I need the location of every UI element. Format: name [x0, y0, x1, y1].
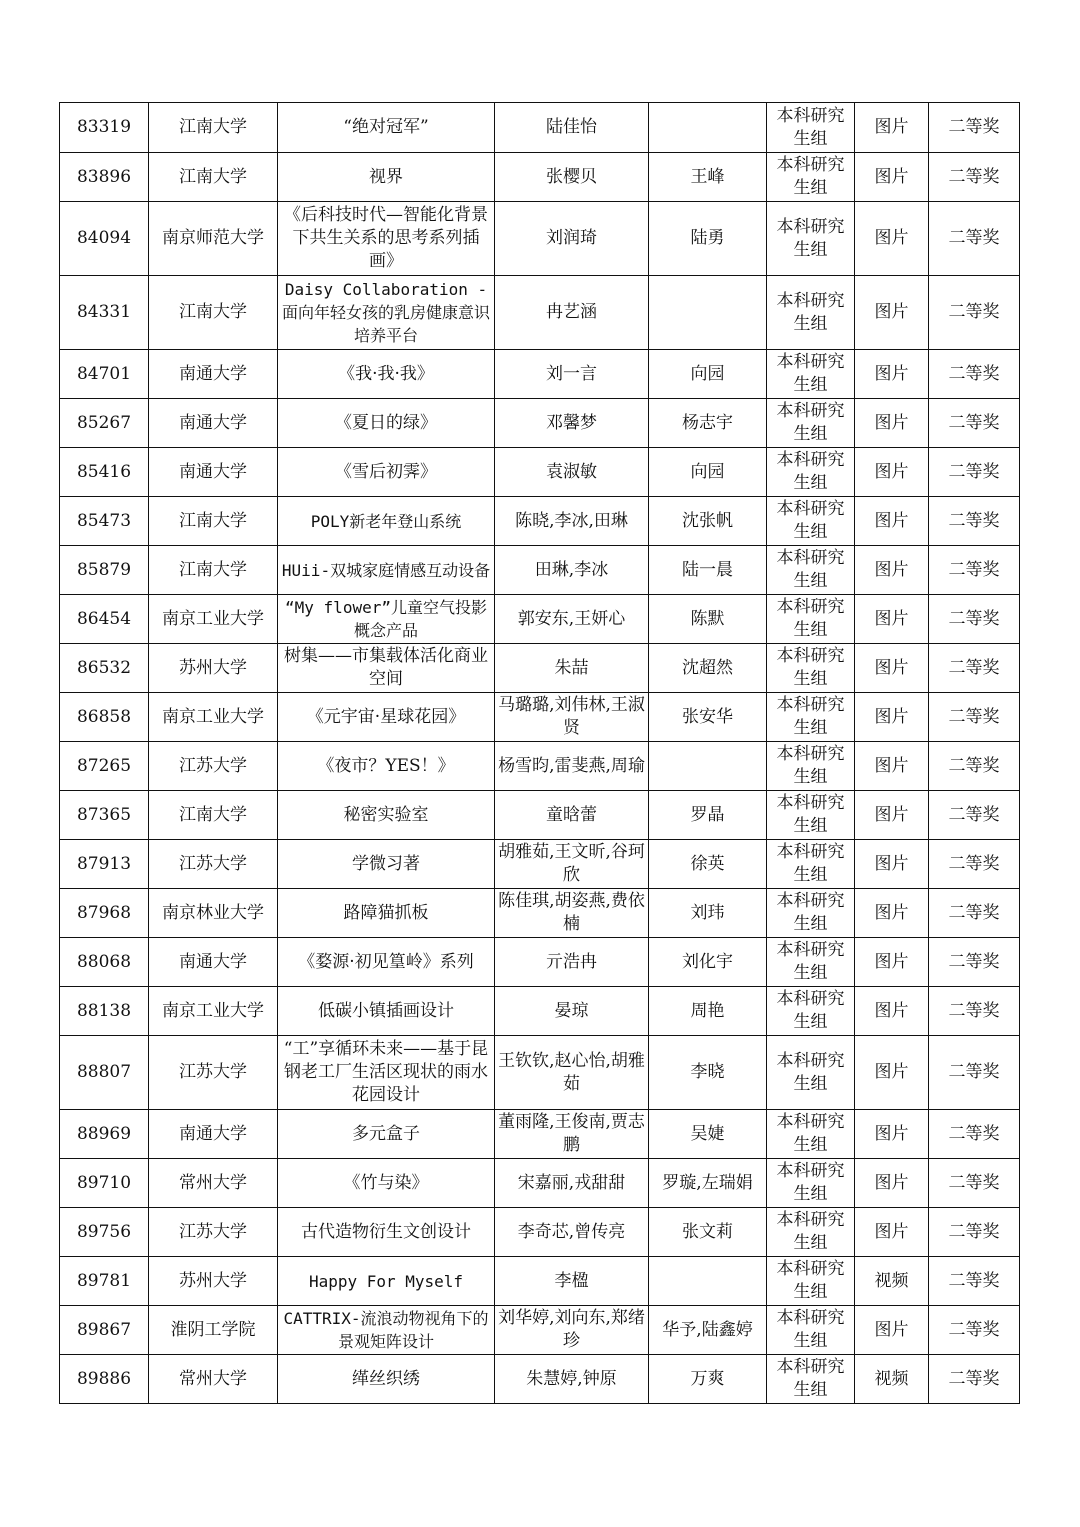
award-table: [59, 102, 1020, 1404]
authors-cell: 田琳,李冰: [495, 546, 649, 595]
entry-id-cell: 87968: [60, 889, 149, 938]
authors-cell: 陈晓,李冰,田琳: [495, 497, 649, 546]
authors-cell: 冉艺涵: [495, 276, 649, 350]
school-cell: 江南大学: [149, 103, 278, 153]
award-cell: 二等奖: [929, 644, 1020, 693]
work-title-cell: “绝对冠军”: [278, 103, 495, 153]
authors-cell: 刘华婷,刘向东,郑绪珍: [495, 1306, 649, 1355]
work-title-cell: 秘密实验室: [278, 791, 495, 840]
table-row: [60, 1257, 1020, 1306]
work-type-cell: 图片: [855, 644, 929, 693]
school-cell: 南通大学: [149, 350, 278, 399]
group-cell: 本科研究生组: [767, 1306, 855, 1355]
work-title-cell: 树集——市集载体活化商业空间: [278, 644, 495, 693]
advisor-cell: 沈张帆: [649, 497, 767, 546]
advisor-cell: [649, 103, 767, 153]
group-cell: 本科研究生组: [767, 791, 855, 840]
table-row: [60, 1110, 1020, 1159]
award-cell: 二等奖: [929, 202, 1020, 276]
advisor-cell: 张文莉: [649, 1208, 767, 1257]
advisor-cell: [649, 276, 767, 350]
work-type-cell: 图片: [855, 595, 929, 644]
award-cell: 二等奖: [929, 938, 1020, 987]
table-row: [60, 1355, 1020, 1404]
school-cell: 南通大学: [149, 1110, 278, 1159]
work-type-cell: 图片: [855, 840, 929, 889]
award-cell: 二等奖: [929, 103, 1020, 153]
table-row: [60, 1159, 1020, 1208]
advisor-cell: 罗晶: [649, 791, 767, 840]
work-type-cell: 图片: [855, 350, 929, 399]
group-cell: 本科研究生组: [767, 742, 855, 791]
work-title-cell: “My flower”儿童空气投影概念产品: [278, 595, 495, 644]
advisor-cell: 杨志宇: [649, 399, 767, 448]
award-cell: 二等奖: [929, 350, 1020, 399]
award-cell: 二等奖: [929, 693, 1020, 742]
award-cell: 二等奖: [929, 546, 1020, 595]
group-cell: 本科研究生组: [767, 1355, 855, 1404]
advisor-cell: 陈默: [649, 595, 767, 644]
entry-id-cell: 84701: [60, 350, 149, 399]
advisor-cell: 刘化宇: [649, 938, 767, 987]
school-cell: 南京工业大学: [149, 693, 278, 742]
school-cell: 南通大学: [149, 448, 278, 497]
work-type-cell: 图片: [855, 742, 929, 791]
authors-cell: 董雨隆,王俊南,贾志鹏: [495, 1110, 649, 1159]
table-row: [60, 644, 1020, 693]
work-title-cell: 缂丝织绣: [278, 1355, 495, 1404]
school-cell: 南京工业大学: [149, 987, 278, 1036]
award-cell: 二等奖: [929, 840, 1020, 889]
table-row: [60, 153, 1020, 202]
table-row: [60, 448, 1020, 497]
school-cell: 南京师范大学: [149, 202, 278, 276]
group-cell: 本科研究生组: [767, 987, 855, 1036]
work-type-cell: 视频: [855, 1257, 929, 1306]
group-cell: 本科研究生组: [767, 1110, 855, 1159]
entry-id-cell: 88807: [60, 1036, 149, 1110]
award-cell: 二等奖: [929, 1208, 1020, 1257]
advisor-cell: 周艳: [649, 987, 767, 1036]
entry-id-cell: 89886: [60, 1355, 149, 1404]
table-row: [60, 276, 1020, 350]
award-cell: 二等奖: [929, 1036, 1020, 1110]
authors-cell: 刘一言: [495, 350, 649, 399]
advisor-cell: 陆一晨: [649, 546, 767, 595]
group-cell: 本科研究生组: [767, 399, 855, 448]
advisor-cell: 罗璇,左瑞娟: [649, 1159, 767, 1208]
group-cell: 本科研究生组: [767, 889, 855, 938]
entry-id-cell: 89710: [60, 1159, 149, 1208]
work-title-cell: HUii-双城家庭情感互动设备: [278, 546, 495, 595]
school-cell: 江苏大学: [149, 1208, 278, 1257]
work-type-cell: 图片: [855, 153, 929, 202]
group-cell: 本科研究生组: [767, 840, 855, 889]
entry-id-cell: 84331: [60, 276, 149, 350]
group-cell: 本科研究生组: [767, 103, 855, 153]
entry-id-cell: 83319: [60, 103, 149, 153]
work-title-cell: “工”享循环未来——基于昆钢老工厂生活区现状的雨水花园设计: [278, 1036, 495, 1110]
authors-cell: 晏琼: [495, 987, 649, 1036]
table-row: [60, 1306, 1020, 1355]
work-title-cell: 《雪后初霁》: [278, 448, 495, 497]
group-cell: 本科研究生组: [767, 1208, 855, 1257]
work-type-cell: 图片: [855, 1208, 929, 1257]
entry-id-cell: 86532: [60, 644, 149, 693]
school-cell: 江苏大学: [149, 1036, 278, 1110]
work-title-cell: POLY新老年登山系统: [278, 497, 495, 546]
entry-id-cell: 86858: [60, 693, 149, 742]
authors-cell: 袁淑敏: [495, 448, 649, 497]
group-cell: 本科研究生组: [767, 1036, 855, 1110]
authors-cell: 陆佳怡: [495, 103, 649, 153]
group-cell: 本科研究生组: [767, 497, 855, 546]
table-row: [60, 103, 1020, 153]
table-row: [60, 889, 1020, 938]
authors-cell: 刘润琦: [495, 202, 649, 276]
advisor-cell: 向园: [649, 350, 767, 399]
school-cell: 南通大学: [149, 938, 278, 987]
authors-cell: 童晗蕾: [495, 791, 649, 840]
authors-cell: 朱慧婷,钟原: [495, 1355, 649, 1404]
table-row: [60, 791, 1020, 840]
advisor-cell: 徐英: [649, 840, 767, 889]
school-cell: 江南大学: [149, 791, 278, 840]
work-title-cell: 路障猫抓板: [278, 889, 495, 938]
award-cell: 二等奖: [929, 889, 1020, 938]
school-cell: 江南大学: [149, 153, 278, 202]
school-cell: 常州大学: [149, 1159, 278, 1208]
table-row: [60, 987, 1020, 1036]
advisor-cell: 沈超然: [649, 644, 767, 693]
award-cell: 二等奖: [929, 448, 1020, 497]
work-type-cell: 图片: [855, 276, 929, 350]
work-title-cell: 《夜市？YES！》: [278, 742, 495, 791]
work-type-cell: 图片: [855, 448, 929, 497]
school-cell: 常州大学: [149, 1355, 278, 1404]
table-row: [60, 350, 1020, 399]
work-type-cell: 图片: [855, 889, 929, 938]
award-cell: 二等奖: [929, 1159, 1020, 1208]
entry-id-cell: 85879: [60, 546, 149, 595]
award-cell: 二等奖: [929, 1110, 1020, 1159]
authors-cell: 王钦钦,赵心怡,胡雅茹: [495, 1036, 649, 1110]
award-cell: 二等奖: [929, 1355, 1020, 1404]
work-title-cell: 学微习著: [278, 840, 495, 889]
advisor-cell: 万爽: [649, 1355, 767, 1404]
award-cell: 二等奖: [929, 791, 1020, 840]
authors-cell: 宋嘉丽,戎甜甜: [495, 1159, 649, 1208]
award-cell: 二等奖: [929, 497, 1020, 546]
group-cell: 本科研究生组: [767, 595, 855, 644]
group-cell: 本科研究生组: [767, 644, 855, 693]
work-type-cell: 图片: [855, 987, 929, 1036]
group-cell: 本科研究生组: [767, 350, 855, 399]
award-cell: 二等奖: [929, 399, 1020, 448]
entry-id-cell: 87913: [60, 840, 149, 889]
table-row: [60, 742, 1020, 791]
entry-id-cell: 88068: [60, 938, 149, 987]
advisor-cell: 华予,陆鑫婷: [649, 1306, 767, 1355]
school-cell: 江苏大学: [149, 840, 278, 889]
advisor-cell: 张安华: [649, 693, 767, 742]
entry-id-cell: 86454: [60, 595, 149, 644]
work-title-cell: Happy For Myself: [278, 1257, 495, 1306]
work-type-cell: 图片: [855, 1036, 929, 1110]
work-type-cell: 视频: [855, 1355, 929, 1404]
group-cell: 本科研究生组: [767, 938, 855, 987]
work-title-cell: CATTRIX-流浪动物视角下的景观矩阵设计: [278, 1306, 495, 1355]
advisor-cell: 吴婕: [649, 1110, 767, 1159]
entry-id-cell: 85416: [60, 448, 149, 497]
entry-id-cell: 85267: [60, 399, 149, 448]
table-row: [60, 497, 1020, 546]
group-cell: 本科研究生组: [767, 693, 855, 742]
advisor-cell: 李晓: [649, 1036, 767, 1110]
work-type-cell: 图片: [855, 1110, 929, 1159]
authors-cell: 李楹: [495, 1257, 649, 1306]
table-row: [60, 693, 1020, 742]
work-title-cell: 《夏日的绿》: [278, 399, 495, 448]
table-row: [60, 1036, 1020, 1110]
advisor-cell: [649, 1257, 767, 1306]
advisor-cell: [649, 742, 767, 791]
work-title-cell: 《元宇宙·星球花园》: [278, 693, 495, 742]
work-title-cell: 《后科技时代—智能化背景下共生关系的思考系列插画》: [278, 202, 495, 276]
group-cell: 本科研究生组: [767, 448, 855, 497]
work-type-cell: 图片: [855, 791, 929, 840]
entry-id-cell: 88138: [60, 987, 149, 1036]
work-type-cell: 图片: [855, 103, 929, 153]
table-row: [60, 399, 1020, 448]
work-type-cell: 图片: [855, 938, 929, 987]
authors-cell: 杨雪昀,雷斐燕,周瑜: [495, 742, 649, 791]
work-type-cell: 图片: [855, 693, 929, 742]
group-cell: 本科研究生组: [767, 276, 855, 350]
school-cell: 南京林业大学: [149, 889, 278, 938]
group-cell: 本科研究生组: [767, 546, 855, 595]
authors-cell: 陈佳琪,胡姿燕,费依楠: [495, 889, 649, 938]
school-cell: 南京工业大学: [149, 595, 278, 644]
school-cell: 淮阴工学院: [149, 1306, 278, 1355]
work-title-cell: 多元盒子: [278, 1110, 495, 1159]
work-title-cell: 古代造物衍生文创设计: [278, 1208, 495, 1257]
school-cell: 江苏大学: [149, 742, 278, 791]
entry-id-cell: 88969: [60, 1110, 149, 1159]
authors-cell: 张樱贝: [495, 153, 649, 202]
group-cell: 本科研究生组: [767, 153, 855, 202]
award-cell: 二等奖: [929, 153, 1020, 202]
school-cell: 江南大学: [149, 276, 278, 350]
entry-id-cell: 89867: [60, 1306, 149, 1355]
work-title-cell: 低碳小镇插画设计: [278, 987, 495, 1036]
authors-cell: 朱喆: [495, 644, 649, 693]
work-title-cell: 《我·我·我》: [278, 350, 495, 399]
work-type-cell: 图片: [855, 1306, 929, 1355]
table-row: [60, 840, 1020, 889]
entry-id-cell: 87265: [60, 742, 149, 791]
award-cell: 二等奖: [929, 1257, 1020, 1306]
entry-id-cell: 89781: [60, 1257, 149, 1306]
entry-id-cell: 84094: [60, 202, 149, 276]
table-row: [60, 202, 1020, 276]
work-title-cell: Daisy Collaboration -面向年轻女孩的乳房健康意识培养平台: [278, 276, 495, 350]
school-cell: 苏州大学: [149, 644, 278, 693]
school-cell: 苏州大学: [149, 1257, 278, 1306]
school-cell: 江南大学: [149, 497, 278, 546]
work-type-cell: 图片: [855, 399, 929, 448]
entry-id-cell: 85473: [60, 497, 149, 546]
entry-id-cell: 89756: [60, 1208, 149, 1257]
work-title-cell: 《婺源·初见篁岭》系列: [278, 938, 495, 987]
table-row: [60, 1208, 1020, 1257]
group-cell: 本科研究生组: [767, 1257, 855, 1306]
table-row: [60, 938, 1020, 987]
advisor-cell: 向园: [649, 448, 767, 497]
school-cell: 南通大学: [149, 399, 278, 448]
authors-cell: 李奇芯,曾传亮: [495, 1208, 649, 1257]
work-title-cell: 《竹与染》: [278, 1159, 495, 1208]
advisor-cell: 陆勇: [649, 202, 767, 276]
advisor-cell: 王峰: [649, 153, 767, 202]
entry-id-cell: 87365: [60, 791, 149, 840]
award-cell: 二等奖: [929, 595, 1020, 644]
work-type-cell: 图片: [855, 202, 929, 276]
award-cell: 二等奖: [929, 742, 1020, 791]
authors-cell: 郭安东,王妍心: [495, 595, 649, 644]
authors-cell: 亓浩冉: [495, 938, 649, 987]
table-row: [60, 546, 1020, 595]
work-type-cell: 图片: [855, 497, 929, 546]
work-title-cell: 视界: [278, 153, 495, 202]
authors-cell: 邓馨梦: [495, 399, 649, 448]
group-cell: 本科研究生组: [767, 202, 855, 276]
advisor-cell: 刘玮: [649, 889, 767, 938]
entry-id-cell: 83896: [60, 153, 149, 202]
award-cell: 二等奖: [929, 987, 1020, 1036]
school-cell: 江南大学: [149, 546, 278, 595]
table-body: [60, 103, 1020, 1404]
award-cell: 二等奖: [929, 276, 1020, 350]
work-type-cell: 图片: [855, 546, 929, 595]
award-cell: 二等奖: [929, 1306, 1020, 1355]
work-type-cell: 图片: [855, 1159, 929, 1208]
group-cell: 本科研究生组: [767, 1159, 855, 1208]
authors-cell: 马璐璐,刘伟林,王淑贤: [495, 693, 649, 742]
authors-cell: 胡雅茹,王文昕,谷珂欣: [495, 840, 649, 889]
table-row: [60, 595, 1020, 644]
